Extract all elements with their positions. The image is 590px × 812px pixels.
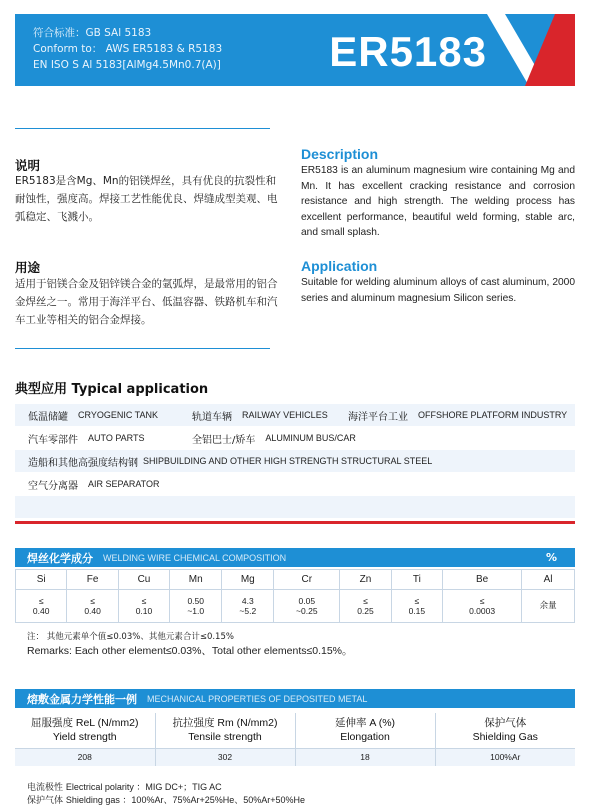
app-en: RAILWAY VEHICLES [242,410,328,420]
mech-value: 302 [155,748,295,766]
app-row [15,404,575,426]
app-en: AUTO PARTS [88,433,145,443]
app-en-title: Application [301,258,378,274]
chem-value: ≤ 0.15 [391,590,442,623]
mech-title-cn: 熔敷金属力学性能一例 [27,692,137,706]
header-red-stripe [525,14,575,86]
chem-header: Fe [67,570,118,590]
product-header [15,14,575,86]
chem-header: Al [522,570,575,590]
app-cn: 海洋平台工业 [348,411,408,423]
polarity-line [27,780,222,793]
mech-title-en: MECHANICAL PROPERTIES OF DEPOSITED METAL [147,693,368,704]
app-en: ALUMINUM BUS/CAR [265,433,356,443]
divider [15,128,270,129]
divider [15,348,270,349]
app-en: SHIPBUILDING AND OTHER HIGH STRENGTH STRUCTURAL STEEL [143,456,433,466]
app-cn: 低温储罐 [28,411,68,423]
desc-cn-text: ER5183是含Mg、Mn的铝镁焊丝，具有优良的抗裂性和耐蚀性，强度高。焊接工艺性能优良、焊缝成型美观、电弧稳定、飞溅小。 [15,175,278,223]
mech-header: 屈服强度 ReL (N/mm2) Yield strength [15,713,155,748]
app-row-empty [15,496,575,518]
app-en: OFFSHORE PLATFORM INDUSTRY [418,410,568,420]
chem-value: 余量 [522,590,575,623]
gas-line [27,793,305,806]
mech-table [15,713,575,766]
app-row [15,473,575,495]
app-cn: 造船和其他高强度结构钢 [28,457,138,469]
mech-header: 延伸率 A (%) Elongation [295,713,435,748]
red-divider [15,521,575,524]
app-cn: 空气分离器 [28,480,78,492]
gas-en: Shielding gas ：100%Ar、75%Ar+25%He、50%Ar+50%He [65,795,306,805]
mech-value: 100%Ar [435,748,575,766]
chem-value: 0.50 ~1.0 [170,590,222,623]
chem-title-bar [15,548,575,567]
chem-header: Cr [274,570,340,590]
app-en: AIR SEPARATOR [88,479,160,489]
mech-header: 抗拉强度 Rm (N/mm2) Tensile strength [155,713,295,748]
chem-value: 0.05 ~0.25 [274,590,340,623]
chem-value: ≤ 0.10 [118,590,169,623]
chem-table [15,569,575,623]
mech-value: 208 [15,748,155,766]
chem-header: Mn [170,570,222,590]
product-title: ER5183 [329,28,487,75]
chem-title-en: WELDING WIRE CHEMICAL COMPOSITION [103,552,287,563]
desc-en-title: Description [301,146,379,162]
chem-remarks: Remarks: Each other element≤0.03%、Total other elements≤0.15%。 [27,645,353,657]
chem-note: 注： 其他元素单个值≤0.03%、其他元素合计≤0.15% [27,632,234,642]
chem-header: Zn [340,570,391,590]
chem-value: ≤ 0.25 [340,590,391,623]
chem-value: ≤ 0.0003 [443,590,522,623]
app-en: CRYOGENIC TANK [78,410,159,420]
standard-cn: 符合标准：GB SAl 5183 [33,27,152,39]
chem-header: Mg [222,570,274,590]
desc-cn-title: 说明 [15,158,41,173]
usage-cn-title: 用途 [15,260,41,275]
standard-iso: EN ISO S Al 5183[AlMg4.5Mn0.7(A)] [33,59,221,71]
usage-cn-text: 适用于铝镁合金及铝锌镁合金的氩弧焊，是最常用的铝合金焊丝之一。常用于海洋平台、低温容器、铁路机车和汽车工业等相关的铝合金焊接。 [15,278,278,326]
chem-header: Cu [118,570,169,590]
app-cn: 汽车零部件 [28,434,78,446]
app-cn: 轨道车辆 [192,411,232,423]
chem-header: Be [443,570,522,590]
chem-header: Si [16,570,67,590]
chem-header: Ti [391,570,442,590]
chem-value: ≤ 0.40 [16,590,67,623]
mech-header: 保护气体 Shielding Gas [472,717,538,744]
mech-value: 18 [295,748,435,766]
chem-unit: % [545,551,557,564]
desc-en-text: ER5183 is an aluminum magnesium wire containing Mg and Mn. It has excellent cracking resistance and corrosion resistance and high strength. The welding process has excellent performance, beautiful weld forming, stable arc, and small splash. [301,165,575,238]
polarity-en: Electrical polarity ：MIG DC+；TIG AC [65,782,222,792]
app-en-text: Suitable for welding aluminum alloys of cast aluminum, 2000 series and aluminum magnesium Silicon series. [301,277,575,304]
app-row [15,427,575,449]
mech-title-bar [15,689,575,708]
polarity-cn: 电流极性 [27,783,64,793]
chem-value: ≤ 0.40 [67,590,118,623]
app-cn: 全铝巴士/矫车 [192,434,256,446]
standard-conform: Conform to： AWS ER5183 & R5183 [33,43,223,55]
gas-cn: 保护气体 [27,796,64,806]
chem-title-cn: 焊丝化学成分 [27,551,93,565]
typical-title: 典型应用 Typical application [15,382,209,397]
app-row [15,450,575,472]
chem-value: 4.3 ~5.2 [222,590,274,623]
